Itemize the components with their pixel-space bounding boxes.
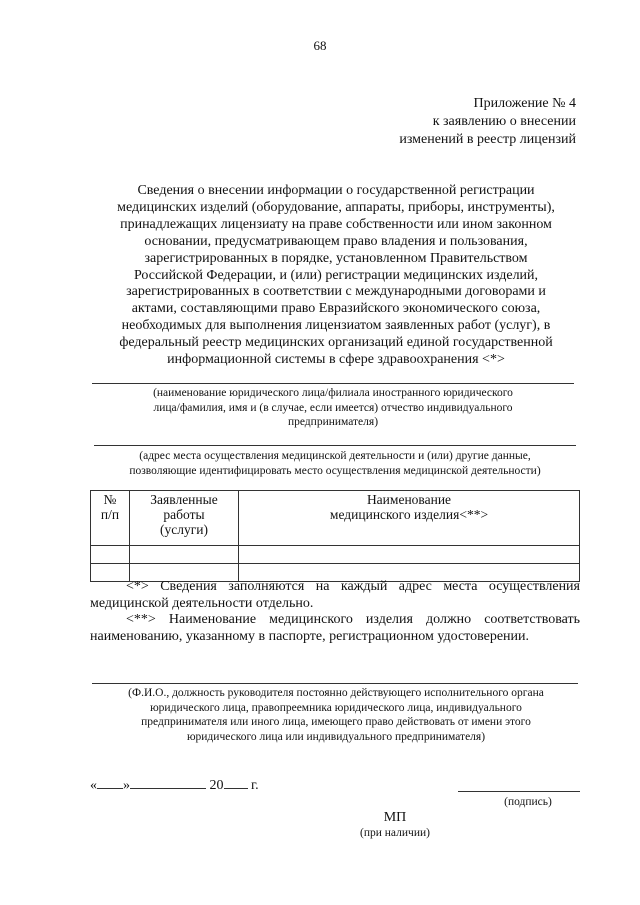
official-name-line[interactable]	[92, 683, 578, 684]
stamp-note: (при наличии)	[360, 827, 430, 839]
caption-line: (наименование юридического лица/филиала иностранного юридического	[153, 387, 513, 399]
month-field[interactable]	[130, 776, 206, 789]
appendix-heading	[276, 95, 576, 149]
day-field[interactable]	[97, 776, 123, 789]
caption-line: (адрес места осуществления медицинской деятельности и (или) другие данные,	[139, 450, 531, 462]
header-device-name: Наименование медицинского изделия<**>	[239, 491, 580, 546]
header-works: Заявленные работы (услуги)	[130, 491, 239, 546]
document-title	[90, 183, 582, 369]
entity-name-caption	[92, 386, 574, 430]
title-line: Российской Федерации, и (или) регистрации медицинских изделий,	[133, 267, 539, 283]
title-line: основании, предусматривающем право владения и пользования,	[144, 233, 528, 249]
title-line: медицинских изделий (оборудование, аппараты, приборы, инструменты),	[117, 199, 555, 215]
title-line: принадлежащих лицензиату на праве собственности или ином законном	[120, 216, 552, 232]
footnotes	[90, 579, 580, 645]
table-row	[91, 546, 580, 564]
title-line: информационной системы в сфере здравоохранения <*>	[167, 352, 505, 368]
title-line: Сведения о внесении информации о государственной регистрации	[137, 183, 535, 198]
year-field[interactable]	[224, 776, 248, 789]
open-quote: «	[90, 778, 97, 793]
caption-line: предпринимателя или иного лица, имеющего право действовать от имени этого	[141, 716, 531, 729]
table-header-row	[91, 491, 580, 546]
address-caption	[70, 449, 600, 478]
address-line[interactable]	[94, 445, 576, 446]
table-cell[interactable]	[130, 546, 239, 564]
table-cell[interactable]	[91, 546, 130, 564]
close-quote: »	[123, 778, 130, 793]
caption-line: юридического лица или индивидуального предпринимателя)	[186, 730, 486, 743]
caption-line: юридического лица, правопреемника юридического лица, индивидуального	[150, 701, 522, 714]
caption-line: (Ф.И.О., должность руководителя постоянно действующего исполнительного органа	[128, 687, 544, 699]
title-line: федеральный реестр медицинских организаций единой государственной	[119, 335, 553, 351]
year-prefix: 20	[209, 778, 224, 793]
header-number: № п/п	[91, 491, 130, 546]
official-name-caption	[80, 686, 592, 744]
entity-name-line[interactable]	[92, 383, 574, 384]
title-line: зарегистрированных в порядке, установленном Правительством	[144, 250, 528, 266]
medical-devices-table	[90, 490, 580, 582]
appendix-line: Приложение № 4	[473, 96, 576, 111]
table-cell[interactable]	[239, 546, 580, 564]
appendix-line: к заявлению о внесении	[432, 114, 576, 129]
stamp-label: МП	[383, 810, 407, 825]
caption-line: позволяющие идентифицировать место осуществления медицинской деятельности)	[129, 464, 541, 477]
footnote: <*> Сведения заполняются на каждый адрес места осуществления медицинской деятельности отдельно.	[90, 579, 580, 611]
signature-caption: (подпись)	[504, 796, 552, 808]
title-line: зарегистрированных в соответствии с международными договорами и	[126, 284, 546, 300]
year-suffix: г.	[251, 778, 259, 793]
caption-line: предпринимателя)	[287, 416, 379, 429]
caption-line: лица/фамилия, имя и (в случае, если имеется) отчество индивидуального	[153, 401, 513, 414]
page-number: 68	[313, 38, 327, 53]
title-line: необходимых для выполнения лицензиатом заявленных работ (услуг), в	[121, 318, 551, 334]
footnote: <**> Наименование медицинского изделия должно соответствовать наименованию, указанному в паспорте, регистрационном удостоверении.	[90, 612, 580, 644]
appendix-line: изменений в реестр лицензий	[399, 132, 576, 147]
date-line	[90, 776, 259, 794]
title-line: актами, составляющими право Евразийского экономического союза,	[131, 301, 541, 317]
signature-line[interactable]	[458, 791, 580, 792]
